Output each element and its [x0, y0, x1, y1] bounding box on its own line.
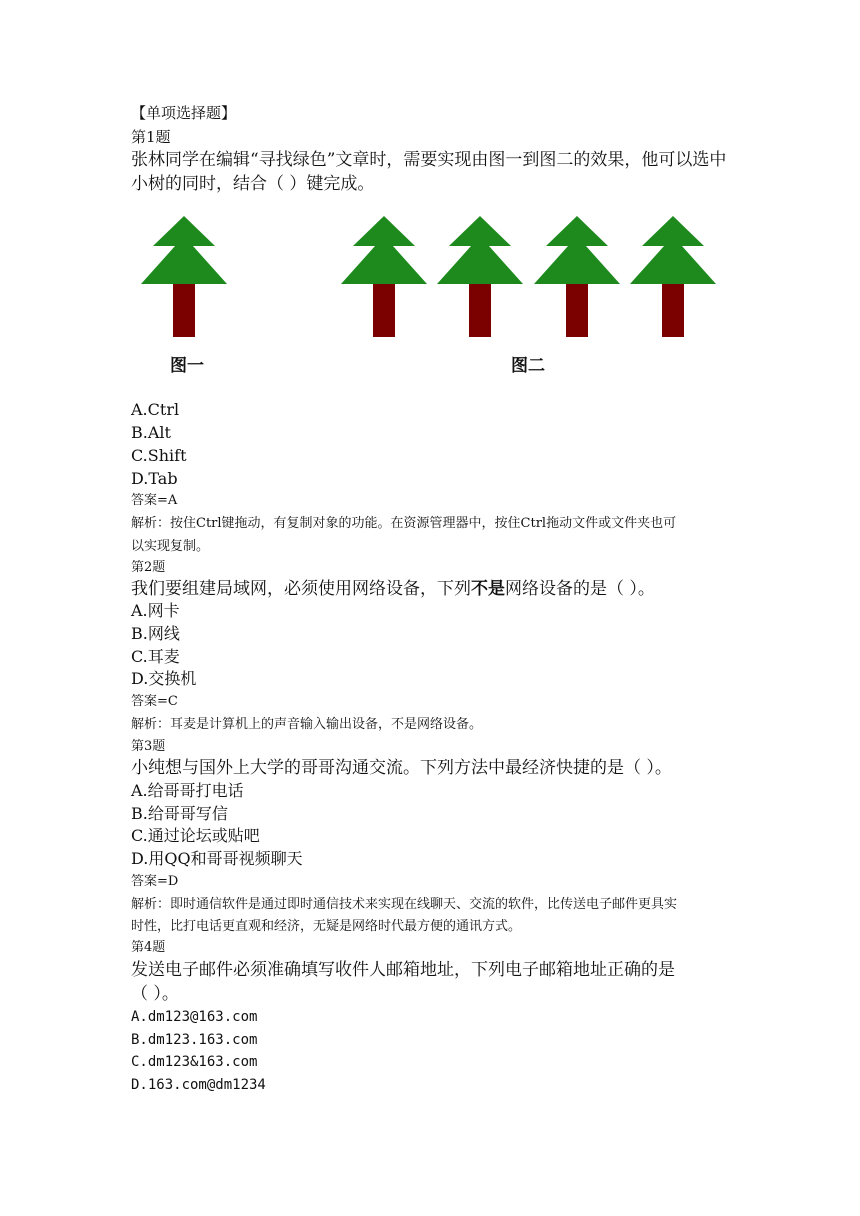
question-number: 第2题 — [131, 560, 166, 575]
tree-trunk — [373, 283, 395, 337]
question-stem: 小纯想与国外上大学的哥哥沟通交流。下列方法中最经济快捷的是（ ）。 — [131, 758, 672, 778]
answer: 答案=D — [131, 874, 179, 889]
option-c: C.通过论坛或贴吧 — [131, 826, 260, 845]
question-stem: 发送电子邮件必须准确填写收件人邮箱地址，下列电子邮箱地址正确的是 — [131, 960, 675, 980]
explanation: 以实现复制。 — [131, 539, 210, 554]
option-b: B.给哥哥写信 — [131, 804, 228, 823]
tree-trunk — [566, 283, 588, 337]
tree-icon — [630, 216, 716, 337]
option-b: B.dm123.163.com — [131, 1032, 258, 1048]
tree-crown-bottom — [630, 236, 716, 284]
tree-figure — [0, 0, 860, 400]
tree-crown-bottom — [437, 236, 523, 284]
option-d: D.用QQ和哥哥视频聊天 — [131, 849, 303, 868]
option-a: A.Ctrl — [131, 400, 180, 419]
explanation: 解析：即时通信软件是通过即时通信技术来实现在线聊天、交流的软件，比传送电子邮件更具实 — [131, 897, 678, 912]
tree-icon — [341, 216, 427, 337]
option-b: B.Alt — [131, 423, 171, 442]
tree-trunk — [662, 283, 684, 337]
question-number: 第1题 — [131, 128, 171, 146]
option-d: D.163.com@dm1234 — [131, 1077, 266, 1093]
tree-trunk — [173, 283, 195, 337]
question-stem: 小树的同时，结合（ ）键完成。 — [131, 174, 375, 194]
tree-trunk — [469, 283, 491, 337]
answer: 答案=A — [131, 493, 178, 508]
question-stem: 张林同学在编辑“寻找绿色”文章时，需要实现由图一到图二的效果，他可以选中 — [131, 150, 727, 170]
option-c: C.Shift — [131, 446, 187, 465]
answer: 答案=C — [131, 694, 178, 709]
section-title: 【单项选择题】 — [131, 104, 237, 122]
question-stem: （ ）。 — [131, 984, 179, 1004]
question-stem: 我们要组建局域网，必须使用网络设备，下列不是网络设备的是（ ）。 — [131, 579, 655, 599]
option-c: C.耳麦 — [131, 647, 180, 666]
emphasis-text: 不是 — [471, 579, 505, 599]
explanation: 解析：耳麦是计算机上的声音输入输出设备，不是网络设备。 — [131, 717, 483, 732]
tree-crown-bottom — [341, 236, 427, 284]
figure-caption-right: 图二 — [511, 356, 545, 376]
explanation: 时性，比打电话更直观和经济，无疑是网络时代最方便的通讯方式。 — [131, 919, 522, 934]
tree-icon — [141, 216, 227, 337]
option-d: D.交换机 — [131, 669, 197, 688]
tree-crown-bottom — [141, 236, 227, 284]
tree-crown-bottom — [534, 236, 620, 284]
figure-caption-left: 图一 — [170, 356, 204, 376]
explanation: 解析：按住Ctrl键拖动，有复制对象的功能。在资源管理器中，按住Ctrl拖动文件或文件夹也可 — [131, 516, 677, 531]
option-b: B.网线 — [131, 624, 180, 643]
option-d: D.Tab — [131, 469, 178, 488]
option-c: C.dm123&163.com — [131, 1054, 258, 1070]
option-a: A.给哥哥打电话 — [131, 781, 244, 800]
tree-icon — [534, 216, 620, 337]
question-number: 第3题 — [131, 739, 166, 754]
option-a: A.dm123@163.com — [131, 1009, 258, 1025]
question-number: 第4题 — [131, 940, 166, 955]
tree-icon — [437, 216, 523, 337]
option-a: A.网卡 — [131, 601, 180, 620]
